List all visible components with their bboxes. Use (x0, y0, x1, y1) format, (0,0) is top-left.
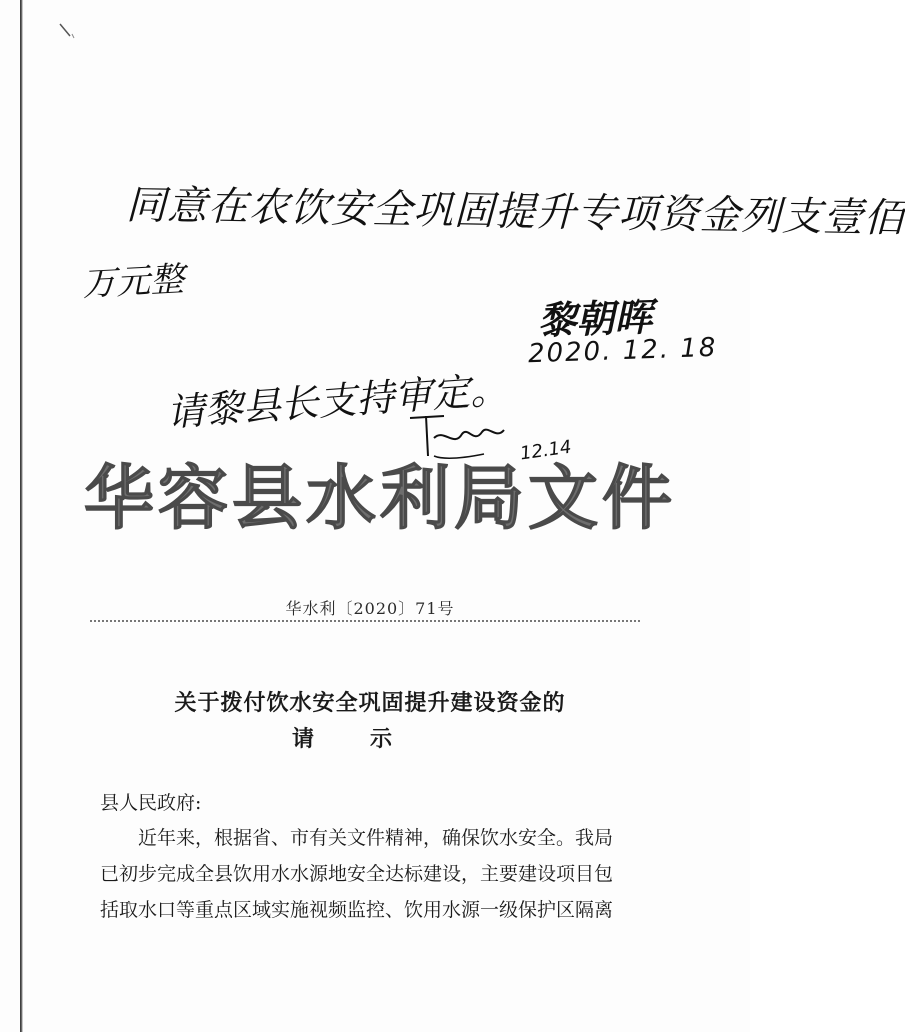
handwritten-signature: 黎朝晖 (537, 295, 653, 343)
body-line: 近年来，根据省、市有关文件精神，确保饮水安全。我局 (138, 827, 614, 849)
document-title-line2: 请示 (291, 727, 448, 752)
handwritten-instruction-line3: 请黎县长支持审定。 (165, 367, 510, 435)
addressee: 县人民政府: (100, 792, 202, 814)
handwritten-instruction-line1: 同意在农饮安全巩固提升专项资金列支壹佰 (125, 182, 905, 242)
body-line: 已初步完成全县饮用水水源地安全达标建设，主要建设项目包 (100, 863, 614, 885)
document-header: 华容县水利局文件 (84, 457, 676, 539)
body-paragraph (100, 820, 630, 928)
handwritten-instruction-line2: 万元整 (81, 259, 186, 305)
header-divider (90, 620, 640, 622)
scan-edge (20, 0, 23, 1032)
document-number: 华水利〔2020〕71号 (285, 599, 455, 618)
body-line: 括取水口等重点区域实施视频监控、饮用水源一级保护区隔离 (100, 899, 614, 921)
handwritten-date-short: 12.14 (518, 436, 573, 465)
document-title-line1: 关于拨付饮水安全巩固提升建设资金的 (174, 691, 566, 716)
corner-stroke-mark (58, 22, 78, 42)
handwritten-date: 2020. 12. 18 (527, 332, 718, 370)
